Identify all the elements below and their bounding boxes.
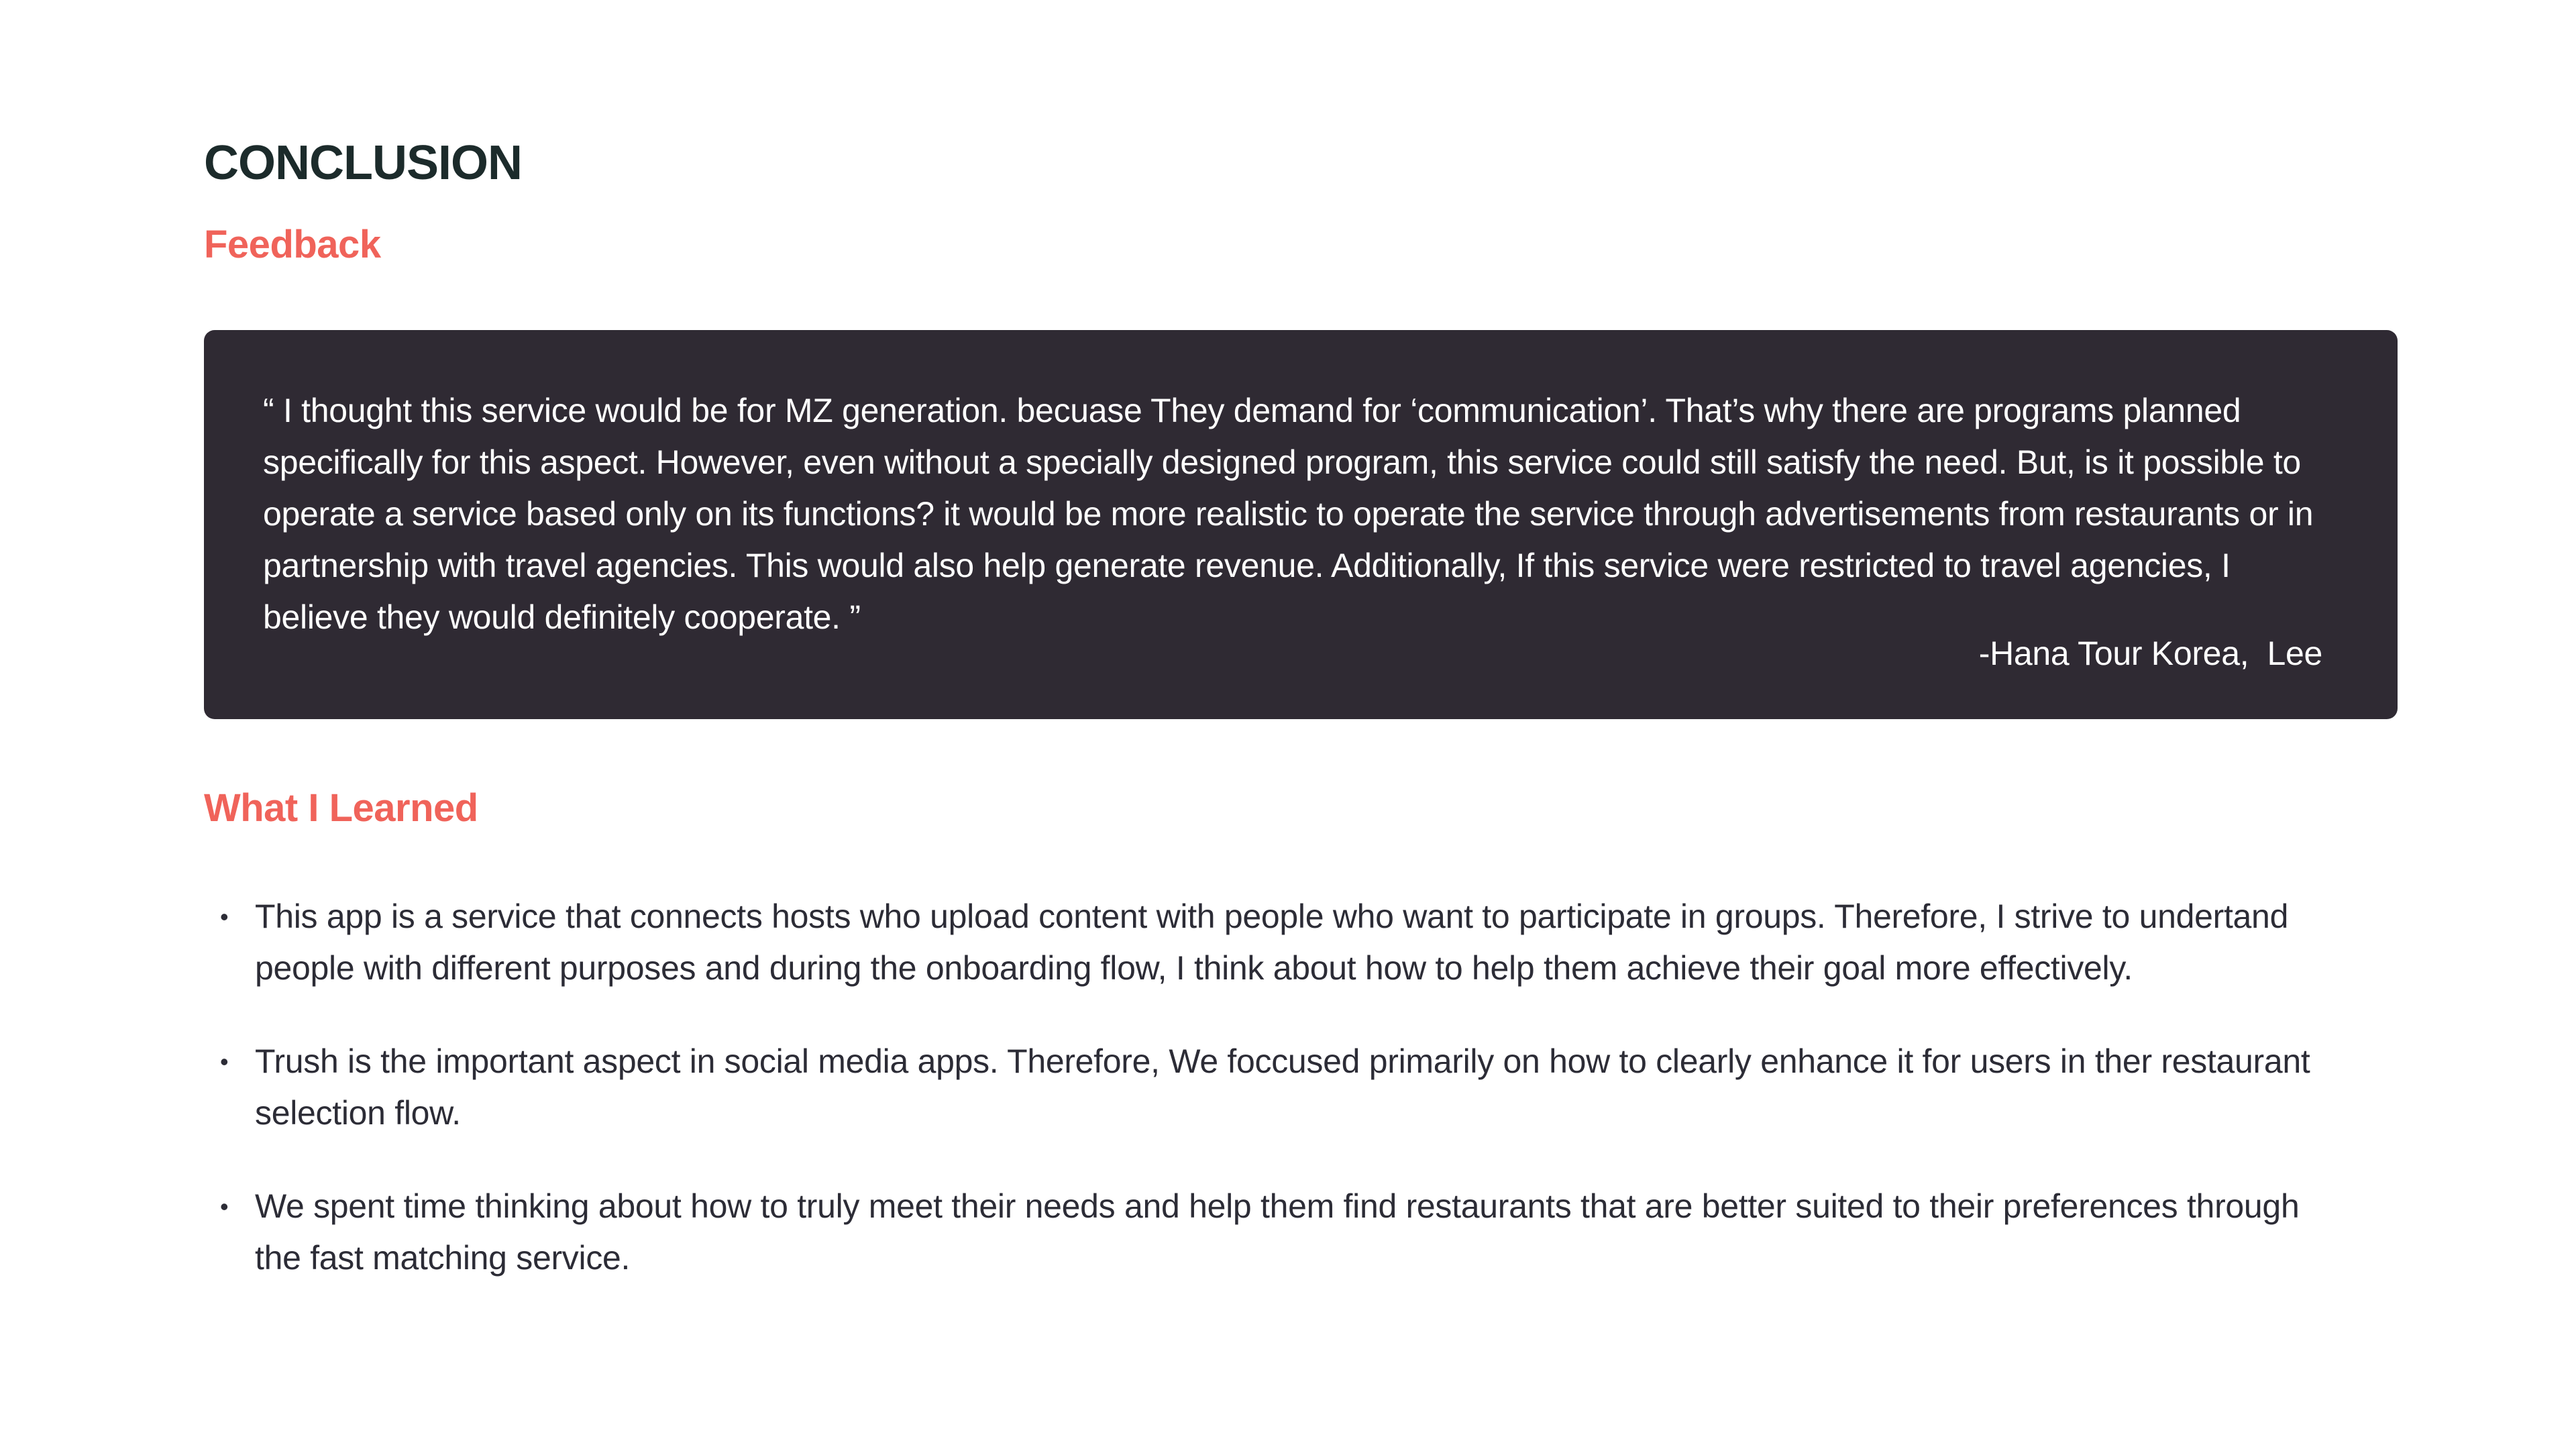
learned-item-text: Trush is the important aspect in social media apps. Therefore, We foccused primarily on how to clearly enhance it for users in ther restaurant selection flow. (255, 1042, 2310, 1132)
feedback-quote-author: -Hana Tour Korea, Lee (1978, 635, 2322, 672)
conclusion-page (204, 134, 2398, 1326)
learned-list-item (204, 1181, 2404, 1284)
bullet-icon: • (220, 903, 229, 930)
bullet-icon: • (220, 1048, 229, 1075)
feedback-quote-text: “ I thought this service would be for MZ generation. becuase They demand for ‘communication’. That’s why there are programs planned specifically for this aspect. However, even without a specially designed program, this service could still satisfy the need. But, is it possible to operate a service based only on its functions? it would be more realistic to operate the service through advertisements from restaurants or in partnership with travel agencies. This would also help generate revenue. Additionally, If this service were restricted to travel agencies, I believe they would definitely cooperate. ” (263, 392, 2314, 636)
feedback-heading: Feedback (204, 223, 381, 266)
learned-list (204, 891, 2398, 1284)
feedback-quote-card (204, 330, 2398, 719)
learned-item-text: We spent time thinking about how to truly meet their needs and help them find restaurants that are better suited to their preferences through the fast matching service. (255, 1187, 2300, 1277)
learned-list-item (204, 891, 2404, 994)
learned-item-text: This app is a service that connects hosts who upload content with people who want to participate in groups. Therefore, I strive to undertand people with different purposes and during the onboarding flow, I think about how to help them achieve their goal more effectively. (255, 898, 2289, 987)
learned-heading: What I Learned (204, 786, 478, 830)
bullet-icon: • (220, 1193, 229, 1220)
learned-list-item (204, 1036, 2404, 1139)
page-title: CONCLUSION (204, 136, 522, 190)
